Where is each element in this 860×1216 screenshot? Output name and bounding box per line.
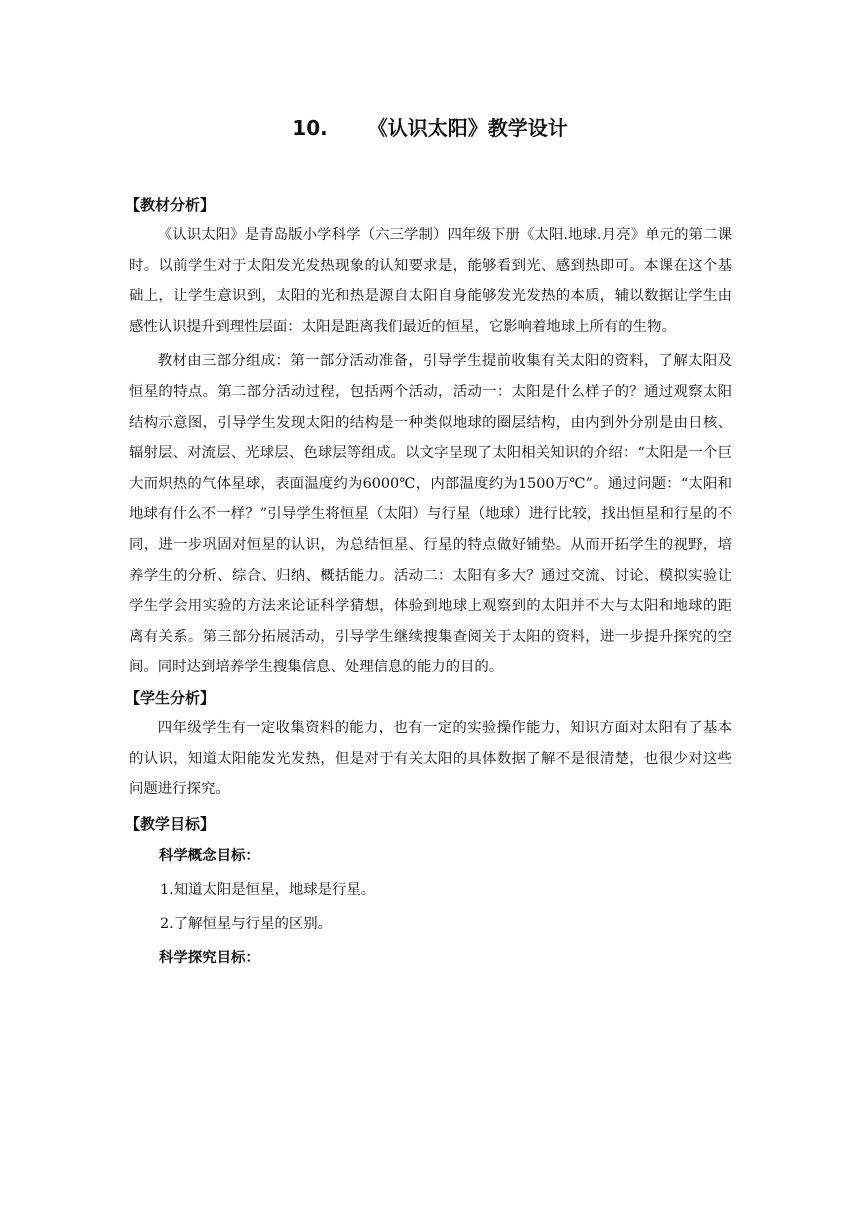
paragraph-material-2: 教材由三部分组成：第一部分活动准备，引导学生提前收集有关太阳的资料，了解太阳及恒星的特点。第二部分活动过程，包括两个活动，活动一：太阳是什么样子的？通过观察太阳结构示意图，引导学生发现太阳的结构是一种类似地球的圈层结构，由内到外分别是由日核、辐射层、对流层、光球层、色球层等组成。以文字呈现了太阳相关知识的介绍：“太阳是一个巨大而炽热的气体星球，表面温度约为6000℃，内部温度约为1500万℃”。通过问题：“太阳和地球有什么不一样？”引导学生将恒星（太阳）与行星（地球）进行比较，找出恒星和行星的不同，进一步巩固对恒星的认识，为总结恒星、行星的特点做好铺垫。从而开拓学生的视野，培养学生的分析、综合、归纳、概括能力。活动二：太阳有多大？通过交流、讨论、模拟实验让学生学会用实验的方法来论证科学猜想，体验到地球上观察到的太阳并不大与太阳和地球的距离有关系。第三部分拓展活动，引导学生继续搜集查阅关于太阳的资料，进一步提升探究的空间。同时达到培养学生搜集信息、处理信息的能力的目的。 (129, 353, 732, 676)
section-heading-material-analysis: 【教材分析】 (125, 196, 216, 214)
subheading-inquiry-goals: 科学探究目标： (159, 949, 260, 966)
document-title (0, 114, 860, 142)
document-body (125, 190, 732, 975)
title-text: 《认识太阳》教学设计 (367, 116, 568, 140)
paragraph-material-1: 《认识太阳》是青岛版小学科学（六三学制）四年级下册《太阳.地球.月亮》单元的第二课时。以前学生对于太阳发光发热现象的认知要求是，能够看到光、感到热即可。本课在这个基础上，让学生意识到，太阳的光和热是源自太阳自身能够发光发热的本质，辅以数据让学生由感性认识提升到理性层面：太阳是距离我们最近的恒星，它影响着地球上所有的生物。 (129, 227, 732, 335)
section-heading-teaching-goals: 【教学目标】 (125, 814, 216, 833)
list-item-concept-goal-1: 1.知道太阳是恒星，地球是行星。 (160, 881, 376, 898)
list-item-concept-goal-2: 2.了解恒星与行星的区别。 (160, 915, 333, 932)
subheading-concept-goals: 科学概念目标： (159, 847, 260, 864)
section-heading-student-analysis: 【学生分析】 (125, 688, 216, 707)
title-number: 10. (292, 116, 328, 140)
paragraph-student-1: 四年级学生有一定收集资料的能力，也有一定的实验操作能力，知识方面对太阳有了基本的认识，知道太阳能发光发热，但是对于有关太阳的具体数据了解不是很清楚，也很少对这些问题进行探究。 (129, 719, 732, 798)
